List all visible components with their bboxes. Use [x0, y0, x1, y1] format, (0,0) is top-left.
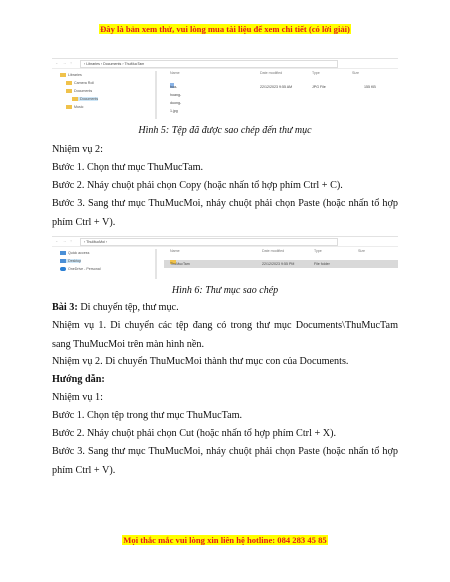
nav-arrows-icon: ← → ↑	[55, 239, 74, 243]
column-headers: Name Date modified Type Size	[170, 249, 365, 253]
folder-icon	[72, 97, 78, 101]
folder-icon	[60, 73, 66, 77]
sidebar-item-onedrive: OneDrive - Personal	[52, 265, 157, 273]
address-path: › Libraries › Documents › ThuMucTam	[80, 60, 338, 68]
column-headers: Name Date modified Type Size	[170, 71, 359, 75]
cut-step-1: Bước 1. Chọn tệp trong thư mục ThuMucTam.	[52, 410, 243, 421]
sidebar-item-camera-roll: Camera Roll	[52, 79, 157, 87]
cut-step-2: Bước 2. Nháy chuột phải chọn Cut (hoặc nhấn tổ hợp phím Ctrl + X).	[52, 428, 337, 439]
nav-arrows-icon: ← → ↑	[55, 61, 74, 65]
step-3: Bước 3. Sang thư mục ThuMucMoi, nháy chuột phải chọn Paste (hoặc nhấn tổ hợp phím Ctrl + V).	[52, 198, 398, 228]
figure-caption-6: Hình 6: Thư mục sao chép	[171, 285, 279, 296]
figure-caption-5: Hình 5: Tệp đã được sao chép đến thư mục	[138, 125, 312, 136]
task-2-heading: Nhiệm vụ 2:	[52, 144, 103, 155]
exercise-3-heading	[52, 299, 398, 318]
exercise-3-task-2: Nhiệm vụ 2. Di chuyển ThuMucMoi thành thư mục con của Documents.	[52, 356, 349, 367]
step-2: Bước 2. Nháy chuột phải chọn Copy (hoặc nhấn tổ hợp phím Ctrl + C).	[52, 180, 343, 191]
sidebar-item-documents-selected: Documents	[52, 95, 157, 103]
navigation-pane	[52, 249, 157, 273]
sidebar-item-music: Music	[52, 103, 157, 111]
exercise-3-title: Di chuyển tệp, thư mục.	[77, 302, 179, 313]
music-folder-icon	[66, 105, 72, 109]
file-row: hoa-hoang-duong-1.jpg 22/12/2023 9:55 AM JPG File 155 KB	[170, 85, 376, 113]
sidebar-scrollbar	[155, 249, 157, 279]
step-1: Bước 1. Chọn thư mục ThuMucTam.	[52, 162, 204, 173]
address-bar	[52, 237, 398, 247]
sidebar-item-documents: Documents	[52, 87, 157, 95]
exercise-3-task-1: Nhiệm vụ 1. Di chuyển các tệp đang có trong thư mục Documents\ThuMucTam sang ThuMucMoi trên màn hình nền.	[52, 320, 398, 350]
hotline-banner: Mọi thắc mắc vui lòng xin liên hệ hotline: 084 283 45 85	[123, 535, 327, 545]
address-path: › ThuMucMoi ›	[80, 238, 338, 246]
sidebar-item-desktop: Desktop	[52, 257, 157, 265]
cut-step-3: Bước 3. Sang thư mục ThuMucMoi, nháy chuột phải chọn Paste (hoặc nhấn tổ hợp phím Ctrl + V).	[52, 446, 398, 476]
exercise-3-label: Bài 3:	[52, 302, 78, 313]
explorer-screenshot-documents	[52, 58, 398, 120]
sidebar-item-quick-access: Quick access	[52, 249, 157, 257]
sidebar-scrollbar	[155, 71, 157, 119]
guide-heading: Hướng dẫn:	[52, 374, 105, 385]
task-1-heading: Nhiệm vụ 1:	[52, 392, 103, 403]
sidebar-item-libraries: Libraries	[52, 71, 157, 79]
preview-notice-banner: Đây là bản xem thử, vui lòng mua tài liệu để xem chi tiết (có lời giải)	[100, 24, 350, 34]
folder-icon	[66, 89, 72, 93]
explorer-screenshot-thumucmoi	[52, 236, 398, 280]
folder-row: ThuMucTam 22/12/2023 9:55 PM File folder	[164, 260, 398, 268]
folder-icon	[66, 81, 72, 85]
star-icon	[60, 251, 66, 255]
navigation-pane	[52, 71, 157, 111]
cloud-icon	[60, 267, 66, 271]
address-bar	[52, 59, 398, 69]
desktop-icon	[60, 259, 66, 263]
